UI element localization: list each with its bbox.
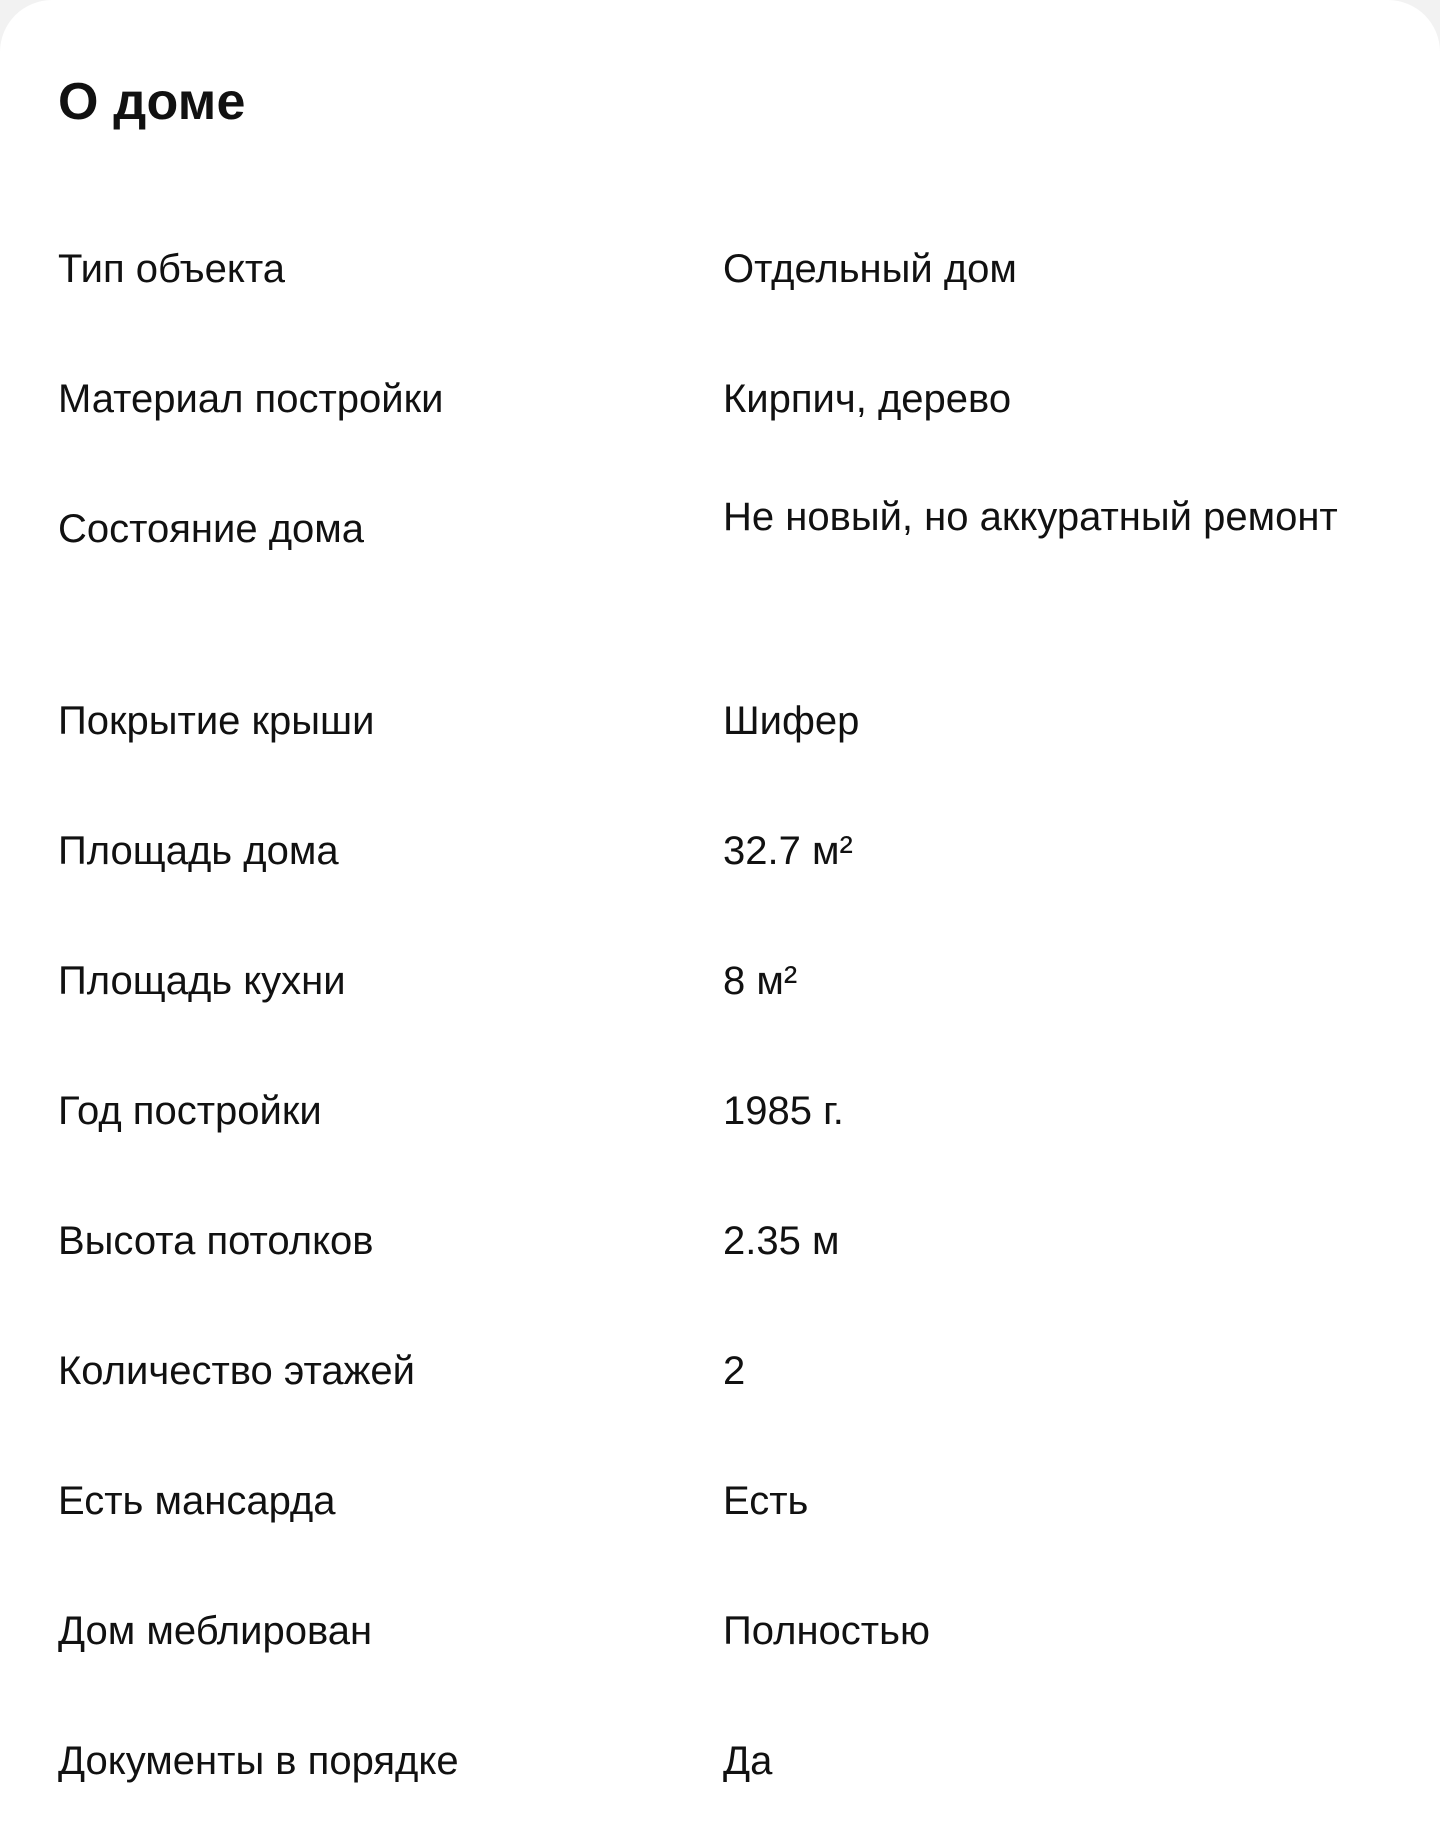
detail-value: Отдельный дом <box>723 247 1017 291</box>
detail-value: 1985 г. <box>723 1089 844 1133</box>
detail-value: 2 <box>723 1349 746 1393</box>
detail-value: 32.7 м² <box>723 829 853 873</box>
detail-label: Площадь дома <box>58 829 339 873</box>
detail-value: Полностью <box>723 1609 930 1653</box>
detail-value: Да <box>723 1739 773 1783</box>
detail-label: Тип объекта <box>58 247 285 291</box>
detail-label: Высота потолков <box>58 1219 374 1263</box>
detail-value: Кирпич, дерево <box>723 377 1012 421</box>
detail-label: Дом меблирован <box>58 1609 373 1653</box>
detail-label: Площадь кухни <box>58 959 346 1003</box>
detail-label: Год постройки <box>58 1089 322 1133</box>
detail-label: Состояние дома <box>58 507 365 551</box>
detail-value: 2.35 м <box>723 1219 840 1263</box>
detail-value: Не новый, но аккуратный ремонт <box>723 495 1338 539</box>
detail-label: Количество этажей <box>58 1349 415 1393</box>
detail-label: Покрытие крыши <box>58 699 375 743</box>
detail-label: Материал постройки <box>58 377 444 421</box>
detail-value: Есть <box>723 1479 809 1523</box>
detail-label: Есть мансарда <box>58 1479 336 1523</box>
section-title: О доме <box>58 73 246 131</box>
detail-value: 8 м² <box>723 959 798 1003</box>
detail-value: Шифер <box>723 699 860 743</box>
detail-label: Документы в порядке <box>58 1739 459 1783</box>
